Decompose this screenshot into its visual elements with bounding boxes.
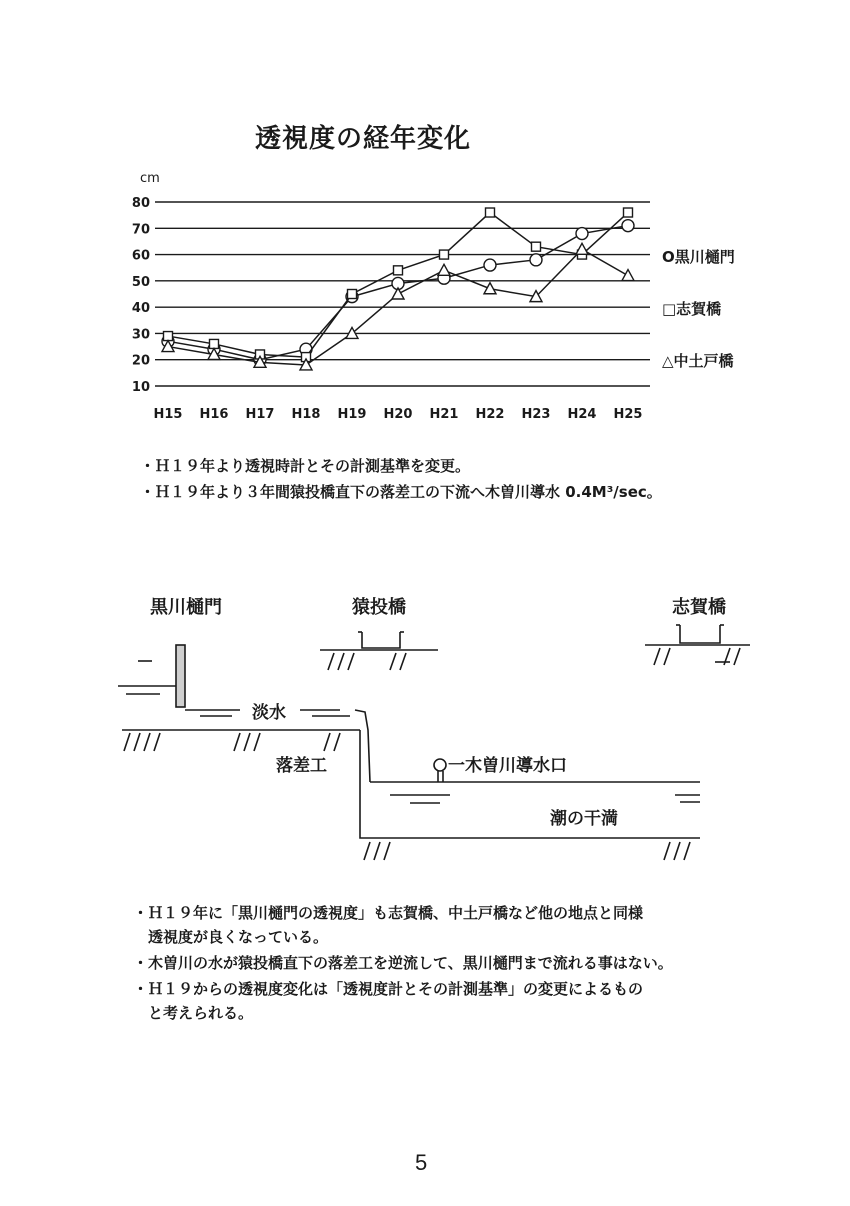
page-number: 5 (415, 1150, 428, 1175)
label-shiga: 志賀橋 (672, 597, 726, 618)
x-tick-label: H16 (199, 407, 229, 422)
note-bottom-3-cont: と考えられる。 (148, 1004, 254, 1022)
y-tick-label: 50 (131, 274, 150, 290)
legend-entry: □志賀橋 (662, 300, 722, 318)
kurokawa-gate-post (176, 645, 185, 707)
y-tick-label: 70 (131, 222, 150, 238)
x-tick-label: H15 (153, 407, 183, 422)
note-top-2: ・Ｈ１９年より３年間猿投橋直下の落差工の下流へ木曽川導水 0.4M³/sec。 (140, 483, 662, 501)
label-drop-structure: 落差工 (276, 756, 327, 776)
label-freshwater: 淡水 (252, 703, 286, 723)
x-tick-label: H18 (291, 407, 321, 422)
y-tick-label: 10 (131, 380, 150, 395)
note-bottom-1-cont: 透視度が良くなっている。 (148, 928, 329, 946)
chart-title: 透視度の経年変化 (255, 124, 472, 154)
x-tick-label: H19 (337, 407, 367, 422)
intake-pipe-icon (434, 759, 446, 771)
x-tick-label: H24 (567, 407, 597, 422)
y-axis-unit: cm (140, 171, 160, 186)
y-tick-label: 20 (131, 353, 150, 369)
x-tick-label: H25 (613, 407, 643, 422)
note-top-1: ・Ｈ１９年より透視時計とその計測基準を変更。 (140, 457, 471, 475)
x-tick-label: H20 (383, 407, 413, 422)
legend-entry: O黒川樋門 (662, 248, 735, 266)
label-tide: 潮の干満 (550, 809, 618, 829)
note-bottom-3: ・Ｈ１９からの透視度変化は「透視度計とその計測基準」の変更によるもの (133, 980, 644, 998)
y-tick-label: 80 (131, 196, 150, 211)
x-tick-label: H22 (475, 407, 505, 422)
x-tick-label: H21 (429, 407, 459, 422)
label-sanage: 猿投橋 (352, 597, 406, 618)
x-tick-label: H17 (245, 407, 275, 422)
label-intake: 一木曽川導水口 (448, 756, 567, 776)
note-bottom-2: ・木曽川の水が猿投橋直下の落差工を逆流して、黒川樋門まで流れる事はない。 (133, 954, 673, 972)
y-tick-label: 60 (131, 248, 150, 264)
legend-entry: △中土戸橋 (662, 352, 734, 370)
y-tick-label: 40 (131, 301, 150, 317)
note-bottom-1: ・Ｈ１９年に「黒川樋門の透視度」も志賀橋、中土戸橋など他の地点と同様 (133, 904, 644, 922)
x-tick-label: H23 (521, 407, 551, 422)
label-kurokawa: 黒川樋門 (150, 597, 222, 618)
y-tick-label: 30 (131, 327, 150, 343)
